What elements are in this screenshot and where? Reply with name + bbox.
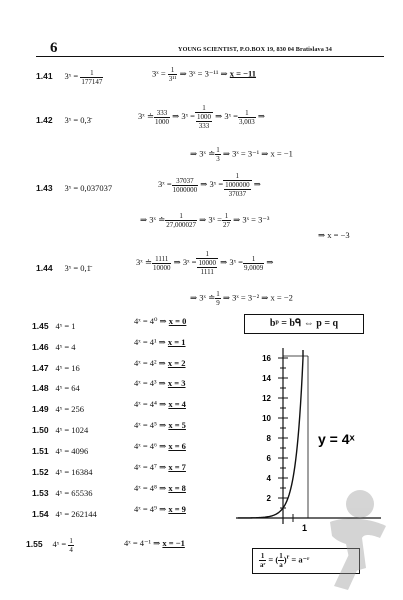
problem-number: 1.53 [32, 488, 49, 498]
problem-1-41 [36, 66, 103, 86]
solution-1-55: 4ˣ = 4⁻¹ ⇒ x = −1 [124, 538, 185, 548]
series-row-solution [134, 420, 186, 431]
given: 4ˣ = 1024 [55, 425, 89, 435]
series-row-solution [134, 399, 186, 410]
series-row-given [32, 358, 80, 376]
answer: x = 7 [168, 462, 186, 472]
series-row-solution [134, 358, 186, 369]
y-tick-label: 12 [262, 394, 271, 403]
rule-box [244, 314, 364, 334]
series-row-given [32, 316, 76, 334]
series-row-solution [134, 441, 186, 452]
solution-1-44: 3ˣ ≐ $\frac{1111}{10000}$ ⇒ 3ˣ = $\frac{1}{\frac{10000}{1111}}$ ⇒ 3ˣ = $\frac{1}{9,0009}$ ⇒ [136, 250, 274, 276]
given: 4ˣ = 16384 [55, 467, 93, 477]
problem-1-44: 1.44 3ˣ = 0,1̄ [36, 263, 91, 273]
problem-number: 1.41 [36, 71, 53, 81]
series-row-given [32, 337, 76, 355]
given: 4ˣ = 4 [55, 342, 76, 352]
y-tick-label: 4 [266, 474, 271, 483]
answer: x = 5 [168, 420, 186, 430]
step: 4ˣ = 4² ⇒ [134, 358, 166, 368]
solution-1-42: 3ˣ ≐ $\frac{333}{1000}$ ⇒ 3ˣ = $\frac{1}{\frac{1000}{333}}$ ⇒ 3ˣ = $\frac{1}{3,003}$ ⇒ [138, 104, 265, 130]
formula-box: $\frac{1}{\text{aʳ}}$ = ( $\frac{1}{a}$ )$^r$ = a⁻ʳ [252, 548, 360, 574]
series-row-given [32, 504, 97, 522]
problem-1-55: 1.55 4ˣ = $\frac{1}{4}$ [26, 536, 73, 554]
series-row-solution [134, 462, 186, 473]
y-axis-ticks [262, 354, 288, 508]
given: 4ˣ = 65536 [55, 488, 93, 498]
given: 4ˣ = 4096 [55, 446, 89, 456]
step: 4ˣ = 4⁵ ⇒ [134, 420, 167, 430]
answer: x = 1 [167, 337, 186, 347]
solution-1-43-line2: ⇒ 3ˣ ≐ $\frac{1}{27,000027}$ ⇒ 3ˣ = $\frac{1}{27}$ ⇒ 3ˣ = 3⁻³ [140, 212, 270, 229]
y-tick-label: 2 [266, 494, 271, 503]
problem-number: 1.51 [32, 446, 49, 456]
answer: x = 8 [168, 483, 186, 493]
series-row-solution [134, 483, 186, 494]
series-row-given [32, 462, 93, 480]
y-tick-label: 14 [262, 374, 271, 383]
step: 4ˣ = 4⁸ ⇒ [134, 483, 167, 493]
solution-1-44-line2: ⇒ 3ˣ ≐ $\frac{1}{9}$ ⇒ 3ˣ = 3⁻² ⇒ x = −2 [190, 290, 293, 307]
watermark-logo [300, 482, 400, 594]
solution-1-43-line3: ⇒ x = −3 [318, 230, 350, 240]
answer: x = 4 [168, 399, 186, 409]
given: 4ˣ = 16 [55, 363, 80, 373]
step: 4ˣ = 4⁶ ⇒ [134, 441, 167, 451]
series-row-solution [134, 316, 186, 327]
step: 4ˣ = 4⁹ ⇒ [134, 504, 167, 514]
given: 4ˣ = 262144 [55, 509, 97, 519]
solution-1-41: 3ˣ = $\frac{1}{\text{3¹¹}}$ ⇒ 3ˣ = 3⁻¹¹ ⇒ x = −11 [152, 66, 257, 83]
given: 4ˣ = 64 [55, 383, 80, 393]
series-row-solution [134, 337, 186, 348]
rule-text: bᵖ = bᑫ ⇔ p = q [269, 318, 339, 329]
step: 4ˣ = 4¹ ⇒ [134, 337, 166, 347]
header-rule [36, 56, 384, 57]
y-tick-label: 10 [262, 414, 271, 423]
y-tick-label: 6 [266, 454, 271, 463]
series-row-solution [134, 504, 186, 515]
step: 4ˣ = 4⁷ ⇒ [134, 462, 167, 472]
solution-1-43: 3ˣ = $\frac{37037}{1000000}$ ⇒ 3ˣ = $\frac{1}{\frac{1000000}{37037}}$ ⇒ [158, 172, 261, 198]
y-tick-label: 8 [266, 434, 271, 443]
given: 4ˣ = 256 [55, 404, 85, 414]
problem-number: 1.54 [32, 509, 49, 519]
problem-1-43: 1.43 3ˣ = 0,037037 [36, 183, 113, 193]
series-row-given [32, 378, 80, 396]
problem-1-42: 1.42 3ˣ = 0,3̄ [36, 115, 91, 125]
given: 4ˣ = 1 [55, 321, 76, 331]
step: 4ˣ = 4⁰ ⇒ [134, 316, 167, 326]
problem-number: 1.49 [32, 404, 49, 414]
step: 4ˣ = 4⁴ ⇒ [134, 399, 167, 409]
y-tick-label: 16 [262, 354, 271, 363]
answer: x = 6 [168, 441, 186, 451]
problem-number: 1.45 [32, 321, 49, 331]
solution-1-42-line2: ⇒ 3ˣ ≐ $\frac{1}{3}$ ⇒ 3ˣ = 3⁻¹ ⇒ x = −1 [190, 146, 293, 163]
answer: x = 3 [167, 378, 186, 388]
answer: x = 0 [168, 316, 187, 326]
series-row-solution [134, 378, 186, 389]
problem-number: 1.50 [32, 425, 49, 435]
series-row-given [32, 420, 88, 438]
page-number: 6 [50, 40, 58, 56]
running-head: YOUNG SCIENTIST, P.O.BOX 19, 830 04 Bratislava 34 [178, 46, 332, 53]
series-row-given [32, 399, 84, 417]
problem-number: 1.52 [32, 467, 49, 477]
given: 3ˣ = $\frac{1}{177147}$ [64, 68, 103, 86]
problem-number: 1.46 [32, 342, 49, 352]
answer: x = 2 [167, 358, 186, 368]
series-row-given [32, 441, 88, 459]
answer: x = −11 [229, 68, 257, 79]
x-tick-label: 1 [302, 523, 308, 533]
problem-number: 1.47 [32, 363, 49, 373]
answer: x = 9 [168, 504, 186, 514]
series-row-given [32, 483, 93, 501]
graph-label: y = 4ˣ [318, 431, 355, 447]
step: 4ˣ = 4³ ⇒ [134, 378, 166, 388]
problem-number: 1.48 [32, 383, 49, 393]
